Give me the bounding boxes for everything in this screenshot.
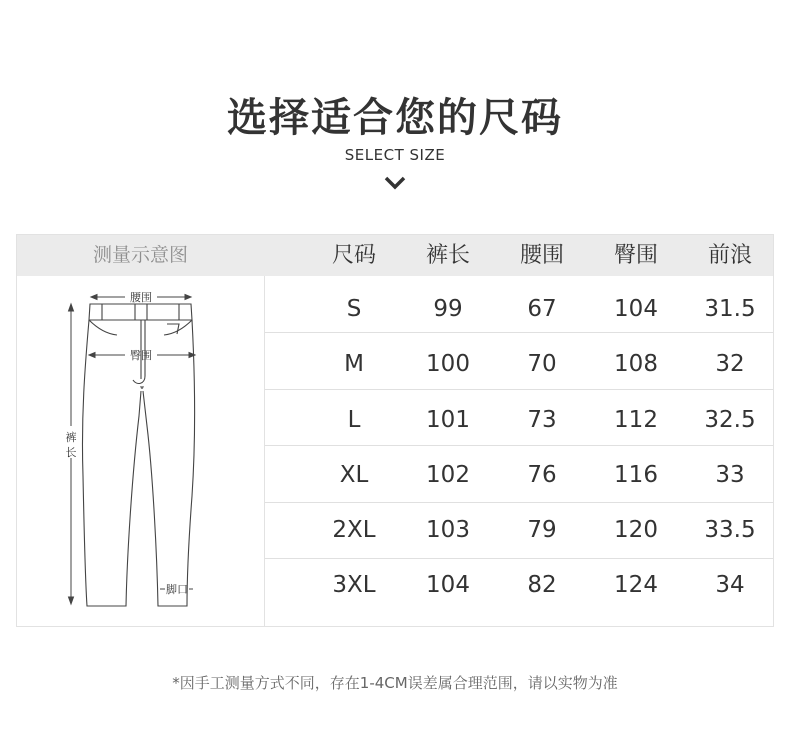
length-label-bottom: 长 [65,446,77,459]
table-row [265,558,773,613]
cell-front-rise: 33.5 [704,517,756,543]
row-divider [265,445,773,446]
chevron-down-icon [383,176,407,190]
cell-size: 3XL [332,572,376,598]
page-title: 选择适合您的尺码 [227,95,563,141]
cell-hip: 108 [614,351,658,377]
column-header-size: 尺码 [331,243,376,268]
hip-label: 臀围 [130,349,152,362]
waist-label: 腰围 [130,291,152,304]
cell-length: 100 [426,351,470,377]
cell-size: 2XL [332,517,376,543]
cell-waist: 79 [527,517,557,543]
diagram-label: 测量示意图 [92,244,188,266]
cell-waist: 70 [527,351,557,377]
cell-size: M [344,351,364,377]
column-header-length: 裤长 [425,243,470,268]
cell-waist: 73 [527,407,557,433]
cell-waist: 82 [527,572,557,598]
cell-size: L [347,407,361,433]
cell-front-rise: 31.5 [704,296,756,322]
table-row [265,503,773,558]
cell-hip: 112 [614,407,658,433]
column-header-front-rise: 前浪 [707,243,752,268]
cell-length: 99 [433,296,463,322]
cell-length: 104 [426,572,470,598]
cell-hip: 124 [614,572,658,598]
cell-hip: 104 [614,296,658,322]
hem-label: 脚口 [166,583,188,596]
page-subtitle: SELECT SIZE [344,146,446,164]
cell-waist: 67 [527,296,557,322]
table-row [265,448,773,503]
table-row [265,282,773,337]
column-header-waist: 腰围 [519,243,564,268]
cell-front-rise: 32.5 [704,407,756,433]
size-chart-header [17,235,773,276]
cell-length: 103 [426,517,470,543]
row-divider [265,389,773,390]
cell-size: XL [339,462,369,488]
cell-hip: 116 [614,462,658,488]
cell-front-rise: 33 [715,462,745,488]
cell-size: S [346,296,362,322]
cell-front-rise: 34 [715,572,745,598]
row-divider [265,332,773,333]
size-chart [16,234,774,627]
cell-length: 102 [426,462,470,488]
table-row [265,337,773,392]
cell-hip: 120 [614,517,658,543]
table-row [265,393,773,448]
cell-front-rise: 32 [715,351,745,377]
footnote: *因手工测量方式不同，存在1-4CM误差属合理范围，请以实物为准 [172,674,618,692]
cell-length: 101 [426,407,470,433]
column-header-hip: 臀围 [613,243,658,268]
length-label-top: 裤 [65,431,77,444]
cell-waist: 76 [527,462,557,488]
pants-diagram-icon [17,276,264,627]
